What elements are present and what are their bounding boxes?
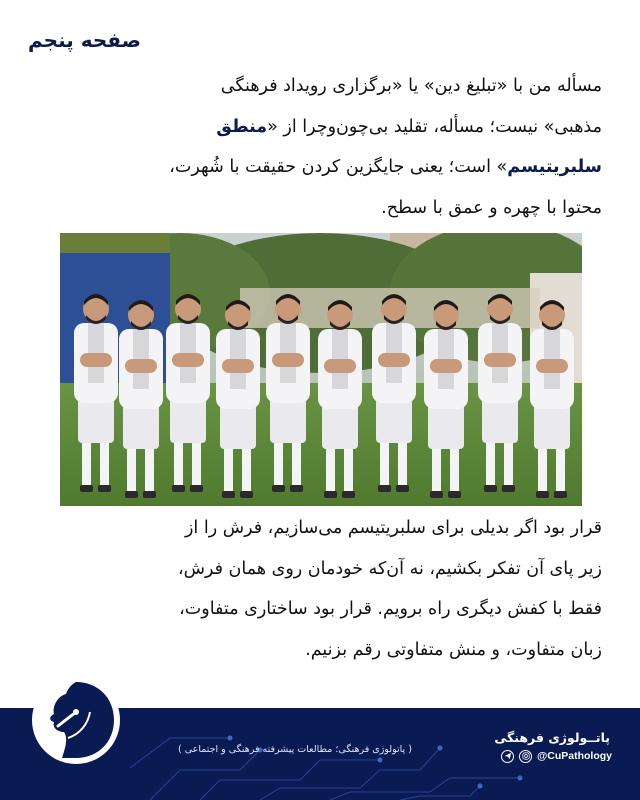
paragraph-1-line-2 — [38, 107, 602, 148]
player-sock-right — [100, 443, 109, 488]
player-sock-left — [127, 449, 136, 494]
brand-name: پاتــولوژی فرهنگی — [494, 730, 610, 745]
player-shoe-left — [222, 491, 235, 498]
player-sock-left — [274, 443, 283, 488]
player-sock-right — [145, 449, 154, 494]
emphasis-celebritism: سلبریتیسم — [507, 157, 602, 177]
player-sock-left — [538, 449, 547, 494]
telegram-icon[interactable] — [501, 750, 514, 763]
player-shoe-right — [448, 491, 461, 498]
player-shorts — [270, 398, 306, 443]
player-shoe-left — [272, 485, 285, 492]
paragraph-2-line-2: زیر پای آن تفکر بکشیم، نه آن‌که خودمان روی همان فرش، — [177, 558, 602, 579]
player-sock-right — [398, 443, 407, 488]
player-shorts — [322, 404, 358, 449]
player-shorts — [534, 404, 570, 449]
player-sock-left — [174, 443, 183, 488]
player-shoe-right — [290, 485, 303, 492]
player-hands — [272, 353, 304, 367]
player-sock-left — [224, 449, 233, 494]
player-hands — [430, 359, 462, 373]
paragraph-2 — [38, 508, 602, 670]
player-shorts — [220, 404, 256, 449]
cupathology-logo — [32, 676, 120, 764]
paragraph-1-line-3 — [38, 147, 602, 188]
paragraph-1-line-3-text: » است؛ یعنی جایگزین کردن حقیقت با شُهرت، — [169, 157, 508, 177]
player-sock-left — [432, 449, 441, 494]
player-sock-left — [326, 449, 335, 494]
paragraph-1-line-2-text: مذهبی» نیست؛ مسأله، تقلید بی‌چون‌وچرا از « — [267, 116, 602, 137]
paragraph-1-line-1: مسأله من با «تبلیغ دین» یا «برگزاری رویداد فرهنگی — [220, 76, 602, 96]
player-sock-left — [380, 443, 389, 488]
brand-tagline: ( پاتولوژی فرهنگی؛ مطالعات پیشرفته فرهنگی و اجتماعی ) — [178, 744, 412, 755]
player-shoe-right — [502, 485, 515, 492]
paragraph-2-line-1: قرار بود اگر بدیلی برای سلبریتیسم می‌سازیم، فرش را از — [184, 518, 602, 538]
player-shoe-left — [324, 491, 337, 498]
player-hands — [378, 353, 410, 367]
player-shoe-right — [240, 491, 253, 498]
instagram-icon[interactable] — [519, 750, 532, 763]
player-shoe-right — [342, 491, 355, 498]
paragraph-1 — [38, 66, 602, 228]
emphasis-mantegh: منطق — [216, 116, 268, 137]
player-sock-right — [192, 443, 201, 488]
player-shoe-left — [378, 485, 391, 492]
player-hands — [222, 359, 254, 373]
paragraph-1-line-4: محتوا با چهره و عمق با سطح. — [381, 197, 602, 218]
player-shorts — [376, 398, 412, 443]
player-sock-right — [504, 443, 513, 488]
player-hands — [172, 353, 204, 367]
paragraph-2-line-4: زبان متفاوت، و منش متفاوتی رقم بزنیم. — [305, 639, 602, 660]
player-hands — [536, 359, 568, 373]
player-shoe-right — [190, 485, 203, 492]
team-photo-drawing — [60, 233, 582, 506]
social-handle[interactable]: @CuPathology — [537, 750, 612, 762]
player-sock-right — [344, 449, 353, 494]
player-sock-left — [486, 443, 495, 488]
player-shoe-left — [172, 485, 185, 492]
player-shoe-right — [554, 491, 567, 498]
photo-banner-flowers — [60, 233, 170, 253]
player-shoe-left — [484, 485, 497, 492]
player-shoe-left — [536, 491, 549, 498]
player-shoe-left — [430, 491, 443, 498]
player-shoe-right — [143, 491, 156, 498]
player-shorts — [170, 398, 206, 443]
player-hands — [80, 353, 112, 367]
paragraph-2-line-3: فقط با کفش دیگری راه برویم. قرار بود ساختاری متفاوت، — [179, 599, 602, 619]
player-sock-left — [82, 443, 91, 488]
logo-mark — [32, 676, 120, 764]
page-title: صفحه پنجم — [28, 28, 141, 52]
player-shoe-right — [98, 485, 111, 492]
team-photo — [60, 233, 582, 506]
player-hands — [125, 359, 157, 373]
player-shorts — [482, 398, 518, 443]
player-sock-right — [292, 443, 301, 488]
player-shoe-right — [396, 485, 409, 492]
player-sock-right — [450, 449, 459, 494]
player-shorts — [123, 404, 159, 449]
social-handle-row — [501, 748, 612, 764]
player-shoe-left — [80, 485, 93, 492]
player-shorts — [78, 398, 114, 443]
player-shoe-left — [125, 491, 138, 498]
player-sock-right — [556, 449, 565, 494]
player-shorts — [428, 404, 464, 449]
player-sock-right — [242, 449, 251, 494]
player-hands — [484, 353, 516, 367]
player-hands — [324, 359, 356, 373]
